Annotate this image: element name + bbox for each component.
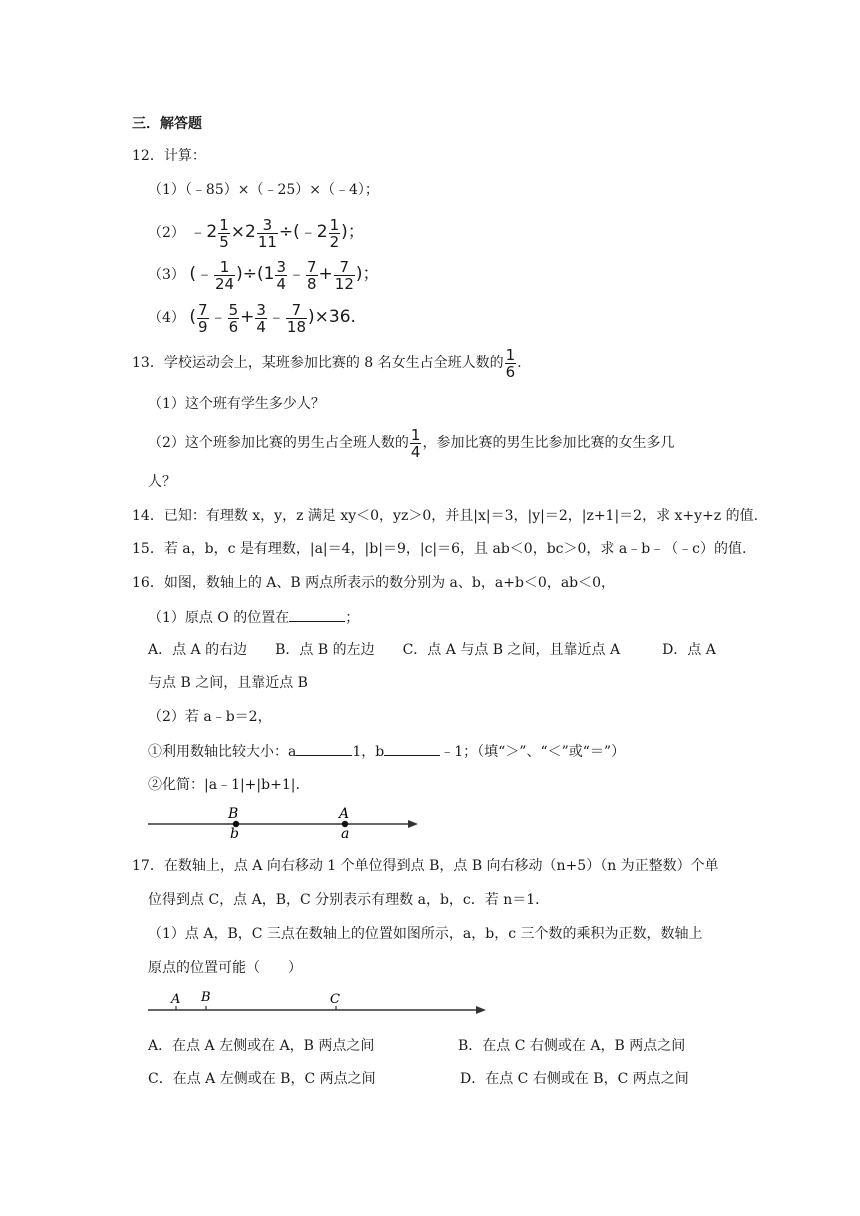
label-B: B [228,806,239,822]
fraction: $\frac{7}{12}$ [334,257,354,293]
q16-part1: （1）原点 O 的位置在 ； [148,607,359,628]
q16-options-1: A．点 A 的右边 B．点 B 的左边 C．点 A 与点 B 之间，且靠近点 A D．点 A [148,642,716,658]
q13-part1: （1）这个班有学生多少人？ [148,396,325,412]
fraction: $\frac{3}{4}$ [276,257,286,293]
label-A: A [339,806,350,822]
fraction: $\frac{1}{6}$ [505,345,516,381]
answer-blank [289,607,345,622]
q15: 15．若 a，b，c 是有理数，|a|＝4，|b|＝9，|c|＝6，且 ab＜0，bc＞0，求 a﹣b﹣（﹣c）的值. [132,541,747,557]
q17-option-B: B．在点 C 右侧或在 A，B 两点之间 [458,1038,686,1054]
q13-part2-cont: 人？ [148,474,176,490]
fraction: $\frac{5}{6}$ [228,300,239,336]
label-C: C [330,992,340,1007]
q13-stem: 13．学校运动会上，某班参加比赛的 8 名女生占全班人数的 $\frac{1}{6}$ . [132,345,522,381]
q17-option-C: C．在点 A 左侧或在 B，C 两点之间 [148,1071,376,1087]
label-B: B [201,990,211,1005]
answer-blank [384,741,440,756]
q17-line2: 位得到点 C，点 A，B，C 分别表示有理数 a，b，c．若 n＝1． [148,892,550,908]
q16-number-line [140,800,430,842]
q12-part1: （1）（﹣85）×（﹣25）×（﹣4）； [148,182,379,198]
answer-blank [296,741,352,756]
fraction: $\frac{3}{11}$ [257,215,277,251]
arrow-head [476,1006,486,1014]
q12-p2-neg: ﹣2 [189,222,218,242]
fraction: $\frac{3}{4}$ [256,300,266,336]
q13-part2: （2）这个班参加比赛的男生占全班人数的 $\frac{1}{4}$ ，参加比赛的男生比参加比赛的女生多几 [148,425,675,461]
q16-part2-i: ①利用数轴比较大小：a 1，b ﹣1；（填“＞”、“＜”或“＝”） [148,741,625,762]
label-a: a [341,826,350,842]
q16-part2-ii: ②化简：|a﹣1|+|b+1|. [148,777,300,793]
q17-number-line [140,988,500,1024]
fraction: $\frac{1}{5}$ [219,215,229,251]
q14: 14．已知：有理数 x，y，z 满足 xy＜0，yz＞0，并且|x|＝3，|y|＝2，|z+1|＝2，求 x+y+z 的值. [132,508,759,524]
fraction: $\frac{1}{2}$ [329,215,340,251]
label-A: A [171,992,181,1007]
q17-line3: （1）点 A，B，C 三点在数轴上的位置如图所示，a，b，c 三个数的乘积为正数，数轴上 [148,926,703,942]
q12-p2-label: （2） [148,225,185,241]
q17-option-D: D．在点 C 右侧或在 B，C 两点之间 [460,1071,689,1087]
q12-header: 12．计算： [132,148,206,164]
fraction: $\frac{7}{8}$ [306,257,317,293]
fraction: $\frac{7}{9}$ [198,300,208,336]
q12-part2: （2） ﹣2 $\frac{1}{5}$ ×2 $\frac{3}{11}$ ÷(﹣2 $\frac{1}{2}$ )； [148,215,365,251]
fraction: $\frac{1}{4}$ [410,425,421,461]
q17-line4: 原点的位置可能（ ） [148,960,302,976]
fraction: $\frac{1}{24}$ [215,257,235,293]
q12-part4: （4） ( $\frac{7}{9}$ ﹣ $\frac{5}{6}$ + $\frac{3}{4}$ ﹣ $\frac{7}{18}$ )×36. [148,300,356,336]
q16-stem: 16．如图，数轴上的 A、B 两点所表示的数分别为 a、b，a+b＜0，ab＜0， [132,575,616,591]
q16-options-2: 与点 B 之间，且靠近点 B [148,675,308,691]
q17-line1: 17．在数轴上，点 A 向右移动 1 个单位得到点 B，点 B 向右移动（n+5）（n 为正整数）个单 [132,858,719,874]
q16-part2: （2）若 a﹣b＝2， [148,709,272,725]
q17-option-A: A．在点 A 左侧或在 A，B 两点之间 [148,1038,375,1054]
label-b: b [230,826,239,842]
q12-part3: （3） (﹣ $\frac{1}{24}$ )÷(1 $\frac{3}{4}$ ﹣ $\frac{7}{8}$ + $\frac{7}{12}$ )； [148,257,380,293]
arrow-head [408,820,418,828]
fraction: $\frac{7}{18}$ [286,300,306,336]
section-title: 三．解答题 [132,116,202,132]
